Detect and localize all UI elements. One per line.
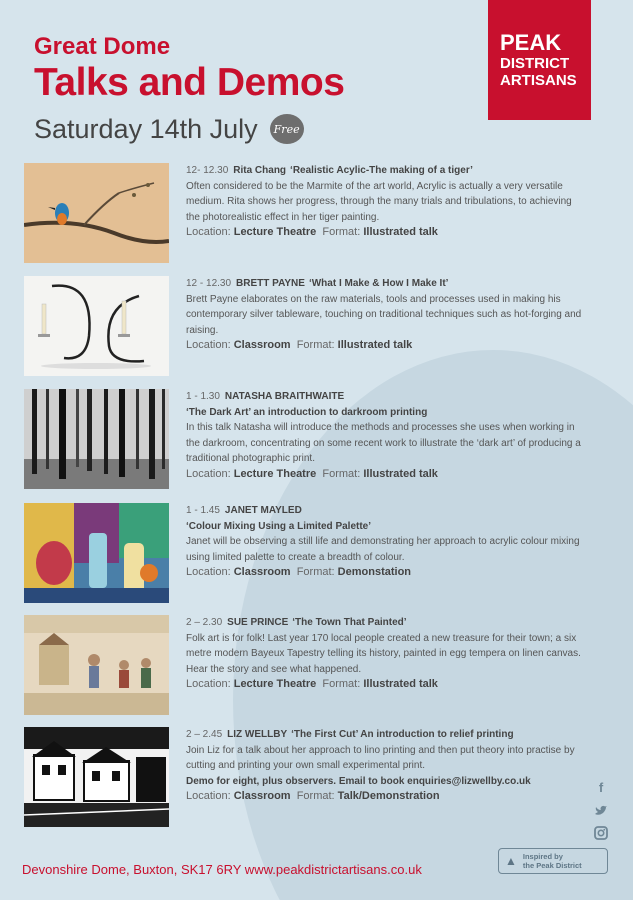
peak-district-artisans-logo <box>488 0 591 120</box>
talk-time: 1 - 1.30 <box>186 391 220 402</box>
talk-title: ‘Realistic Acylic-The making of a tiger’ <box>290 165 473 176</box>
talk-speaker: BRETT PAYNE <box>236 278 305 289</box>
inspired-by-peak-district-badge <box>498 848 608 874</box>
talk-item <box>24 727 594 837</box>
location-label: Location: <box>186 226 231 238</box>
talk-location-line <box>186 677 586 693</box>
talk-location-line <box>186 467 586 483</box>
talk-title: ‘The Town That Painted’ <box>292 617 407 628</box>
format-label: Format: <box>296 339 335 351</box>
location-label: Location: <box>186 339 231 351</box>
location-label: Location: <box>186 566 231 578</box>
format-label: Format: <box>296 566 335 578</box>
talk-time: 1 - 1.45 <box>186 505 220 516</box>
talk-item <box>24 615 594 715</box>
logo-line-2: DISTRICT <box>500 55 570 72</box>
talk-title: ‘Colour Mixing Using a Limited Palette’ <box>186 520 372 532</box>
talk-format: Illustrated talk <box>363 678 438 690</box>
talk-description: Brett Payne elaborates on the raw materials, tools and processes used in making his contemporary silver tableware, touching on traditional techniques such as hot-forging and raising. <box>186 293 582 336</box>
talk-speaker: SUE PRINCE <box>227 617 289 628</box>
talk-location: Classroom <box>233 339 291 351</box>
event-date: Saturday 14th July <box>34 114 258 144</box>
logo-line-1: PEAK <box>500 30 562 55</box>
talk-description: Janet will be observing a still life and demonstrating her approach to acrylic colour mixing using limited palette to create a breadth of colour. <box>186 536 580 563</box>
talk-info <box>186 727 586 805</box>
talk-item <box>24 276 594 376</box>
talk-location: Classroom <box>233 790 291 802</box>
talk-info <box>186 163 586 241</box>
facebook-icon[interactable]: f <box>598 780 604 795</box>
talk-speaker: NATASHA BRAITHWAITE <box>224 391 345 402</box>
date-row <box>34 113 344 145</box>
lino-print-image <box>24 727 169 827</box>
talk-location-line <box>186 565 586 581</box>
free-badge: Free <box>270 114 304 144</box>
instagram-icon[interactable] <box>594 826 608 840</box>
talk-location-line <box>186 338 586 354</box>
talk-item <box>24 389 594 489</box>
talk-booking-info: Demo for eight, plus observers. Email to book enquiries@lizwellby.co.uk <box>186 775 531 787</box>
talk-time: 2 – 2.45 <box>186 729 223 740</box>
talk-item <box>24 163 594 263</box>
talk-time: 2 – 2.30 <box>186 617 223 628</box>
footer-address[interactable]: Devonshire Dome, Buxton, SK17 6RY www.peakdistrictartisans.co.uk <box>22 862 422 877</box>
inspired-line-2: the Peak District <box>522 861 582 870</box>
talk-format: Talk/Demonstration <box>337 790 440 802</box>
talk-location-line <box>186 225 586 241</box>
talk-info <box>186 276 586 354</box>
page-title: Talks and Demos <box>34 61 345 104</box>
talk-description: Folk art is for folk! Last year 170 local people created a new treasure for their town; a six metre modern Bayeux Tapestry telling its history, painted in egg tempera on linen canvas. Hear the story and see what happened. <box>186 632 581 675</box>
talk-description: Often considered to be the Marmite of the art world, Acrylic is actually a very versatile medium. Rita shows her progress, through the many trials and tribulations, to achieving the photorealistic effect in her tiger painting. <box>186 180 572 223</box>
talk-location: Lecture Theatre <box>233 226 317 238</box>
talk-description: In this talk Natasha will introduce the methods and processes she uses when working in the darkroom, concentrating on some recent work to illustrate the ‘dark art’ of producing a traditional photographic print. <box>186 422 581 464</box>
inspired-text <box>523 852 582 870</box>
talk-speaker: Rita Chang <box>233 165 287 176</box>
talk-info <box>186 615 586 693</box>
talk-location: Lecture Theatre <box>233 467 317 480</box>
location-label: Location: <box>186 467 231 480</box>
talk-location: Lecture Theatre <box>233 678 317 690</box>
talk-item <box>24 503 594 603</box>
talk-location-line <box>186 789 586 805</box>
talk-format: Illustrated talk <box>337 339 413 351</box>
forest-photograph-image <box>24 389 169 489</box>
silver-candlesticks-image <box>24 276 169 376</box>
talk-format: Illustrated talk <box>363 467 438 480</box>
talk-format: Illustrated talk <box>363 226 438 238</box>
talk-speaker: LIZ WELLBY <box>227 729 288 740</box>
peak-mountain-icon: ▲ <box>505 853 517 868</box>
talk-format: Demonstation <box>337 566 412 578</box>
logo-line-3: ARTISANS <box>500 72 577 89</box>
header <box>34 33 344 145</box>
talk-info <box>186 503 586 581</box>
format-label: Format: <box>296 790 335 802</box>
tapestry-painting-image <box>24 615 169 715</box>
page-subtitle: Great Dome <box>34 33 171 60</box>
inspired-line-1: Inspired by <box>522 852 563 861</box>
format-label: Format: <box>322 467 361 480</box>
talk-location: Classroom <box>233 566 291 578</box>
location-label: Location: <box>186 678 231 690</box>
talk-title: ‘What I Make & How I Make It’ <box>308 278 449 289</box>
twitter-icon[interactable] <box>594 804 608 818</box>
talk-title: ‘The First Cut’ An introduction to relief printing <box>291 729 514 740</box>
kingfisher-painting-image <box>24 163 169 263</box>
talk-time: 12- 12.30 <box>186 165 229 176</box>
format-label: Format: <box>322 678 361 690</box>
talk-time: 12 - 12.30 <box>186 278 232 289</box>
format-label: Format: <box>322 226 361 238</box>
talk-title: ‘The Dark Art’ an introduction to darkroom printing <box>186 406 428 418</box>
talk-description: Join Liz for a talk about her approach to lino printing and then put theory into practise by cutting and printing your own small experimental print. <box>186 744 575 771</box>
talk-speaker: JANET MAYLED <box>224 505 302 516</box>
location-label: Location: <box>186 790 231 802</box>
talk-info <box>186 389 586 482</box>
still-life-painting-image <box>24 503 169 603</box>
